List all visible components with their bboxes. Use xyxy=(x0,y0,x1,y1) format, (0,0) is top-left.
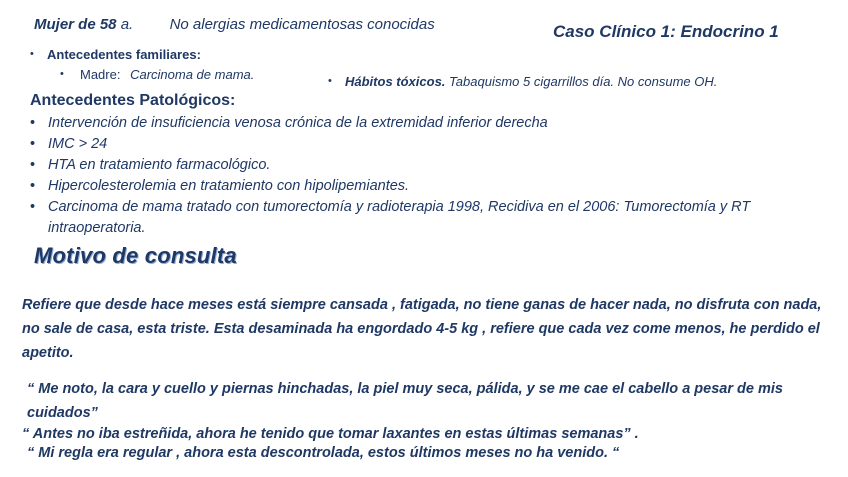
patient-quote: “ Me noto, la cara y cuello y piernas hinchadas, la piel muy seca, pálida, y se me cae el cabello a pesar de mis cuidados” xyxy=(27,381,783,421)
list-item xyxy=(30,134,830,155)
list-item xyxy=(30,155,830,176)
mother-value: Carcinoma de mama. xyxy=(130,67,255,82)
toxic-habits-label: Hábitos tóxicos. xyxy=(345,74,446,89)
age-unit: a. xyxy=(120,16,134,33)
bullet-icon: • xyxy=(328,75,332,87)
patient-quote: “ Mi regla era regular , ahora esta descontrolada, estos últimos meses no ha venido. “ xyxy=(27,445,620,461)
bullet-icon: • xyxy=(30,199,36,215)
bullet-icon: • xyxy=(30,115,36,131)
list-item-text: Intervención de insuficiencia venosa crónica de la extremidad inferior derecha xyxy=(48,115,548,131)
bullet-icon: • xyxy=(60,68,64,80)
mother-label: Madre: xyxy=(80,67,121,82)
bullet-icon: • xyxy=(30,136,36,152)
list-item xyxy=(30,176,830,197)
toxic-habits-value: Tabaquismo 5 cigarrillos día. No consume OH. xyxy=(449,74,718,89)
pathological-history-list xyxy=(30,113,830,239)
bullet-icon: • xyxy=(30,178,36,194)
case-title: Caso Clínico 1: Endocrino 1 xyxy=(553,22,779,41)
pathological-history-heading: Antecedentes Patológicos: xyxy=(30,92,236,109)
list-item-text: Carcinoma de mama tratado con tumorectomía y radioterapia 1998, Recidiva en el 2006: Tumorectomía y RT intraoperatoria. xyxy=(48,199,751,236)
patient-sex-age: Mujer de 58 xyxy=(34,16,117,33)
list-item-text: IMC > 24 xyxy=(48,136,108,152)
patient-quote: “ Antes no iba estreñida, ahora he tenido que tomar laxantes en estas últimas semanas” . xyxy=(22,426,639,442)
family-history-heading: Antecedentes familiares: xyxy=(47,47,201,62)
list-item-text: Hipercolesterolemia en tratamiento con hipolipemiantes. xyxy=(48,178,410,194)
mother-history xyxy=(80,67,254,82)
bullet-icon: • xyxy=(30,48,34,60)
toxic-habits xyxy=(345,74,717,89)
list-item xyxy=(30,113,830,134)
allergies-text: No alergias medicamentosas conocidas xyxy=(169,16,435,33)
patient-header xyxy=(34,16,435,33)
bullet-icon: • xyxy=(30,157,36,173)
list-item-text: HTA en tratamiento farmacológico. xyxy=(48,157,271,173)
consultation-paragraph: Refiere que desde hace meses está siempre cansada , fatigada, no tiene ganas de hacer nada, no disfruta con nada, no sale de casa, esta triste. Esta desaminada ha engordado 4-5 kg , refiere que cada vez come menos, he perdido el apetito. xyxy=(22,297,822,361)
list-item xyxy=(30,197,830,239)
consultation-heading: Motivo de consulta xyxy=(34,243,237,268)
